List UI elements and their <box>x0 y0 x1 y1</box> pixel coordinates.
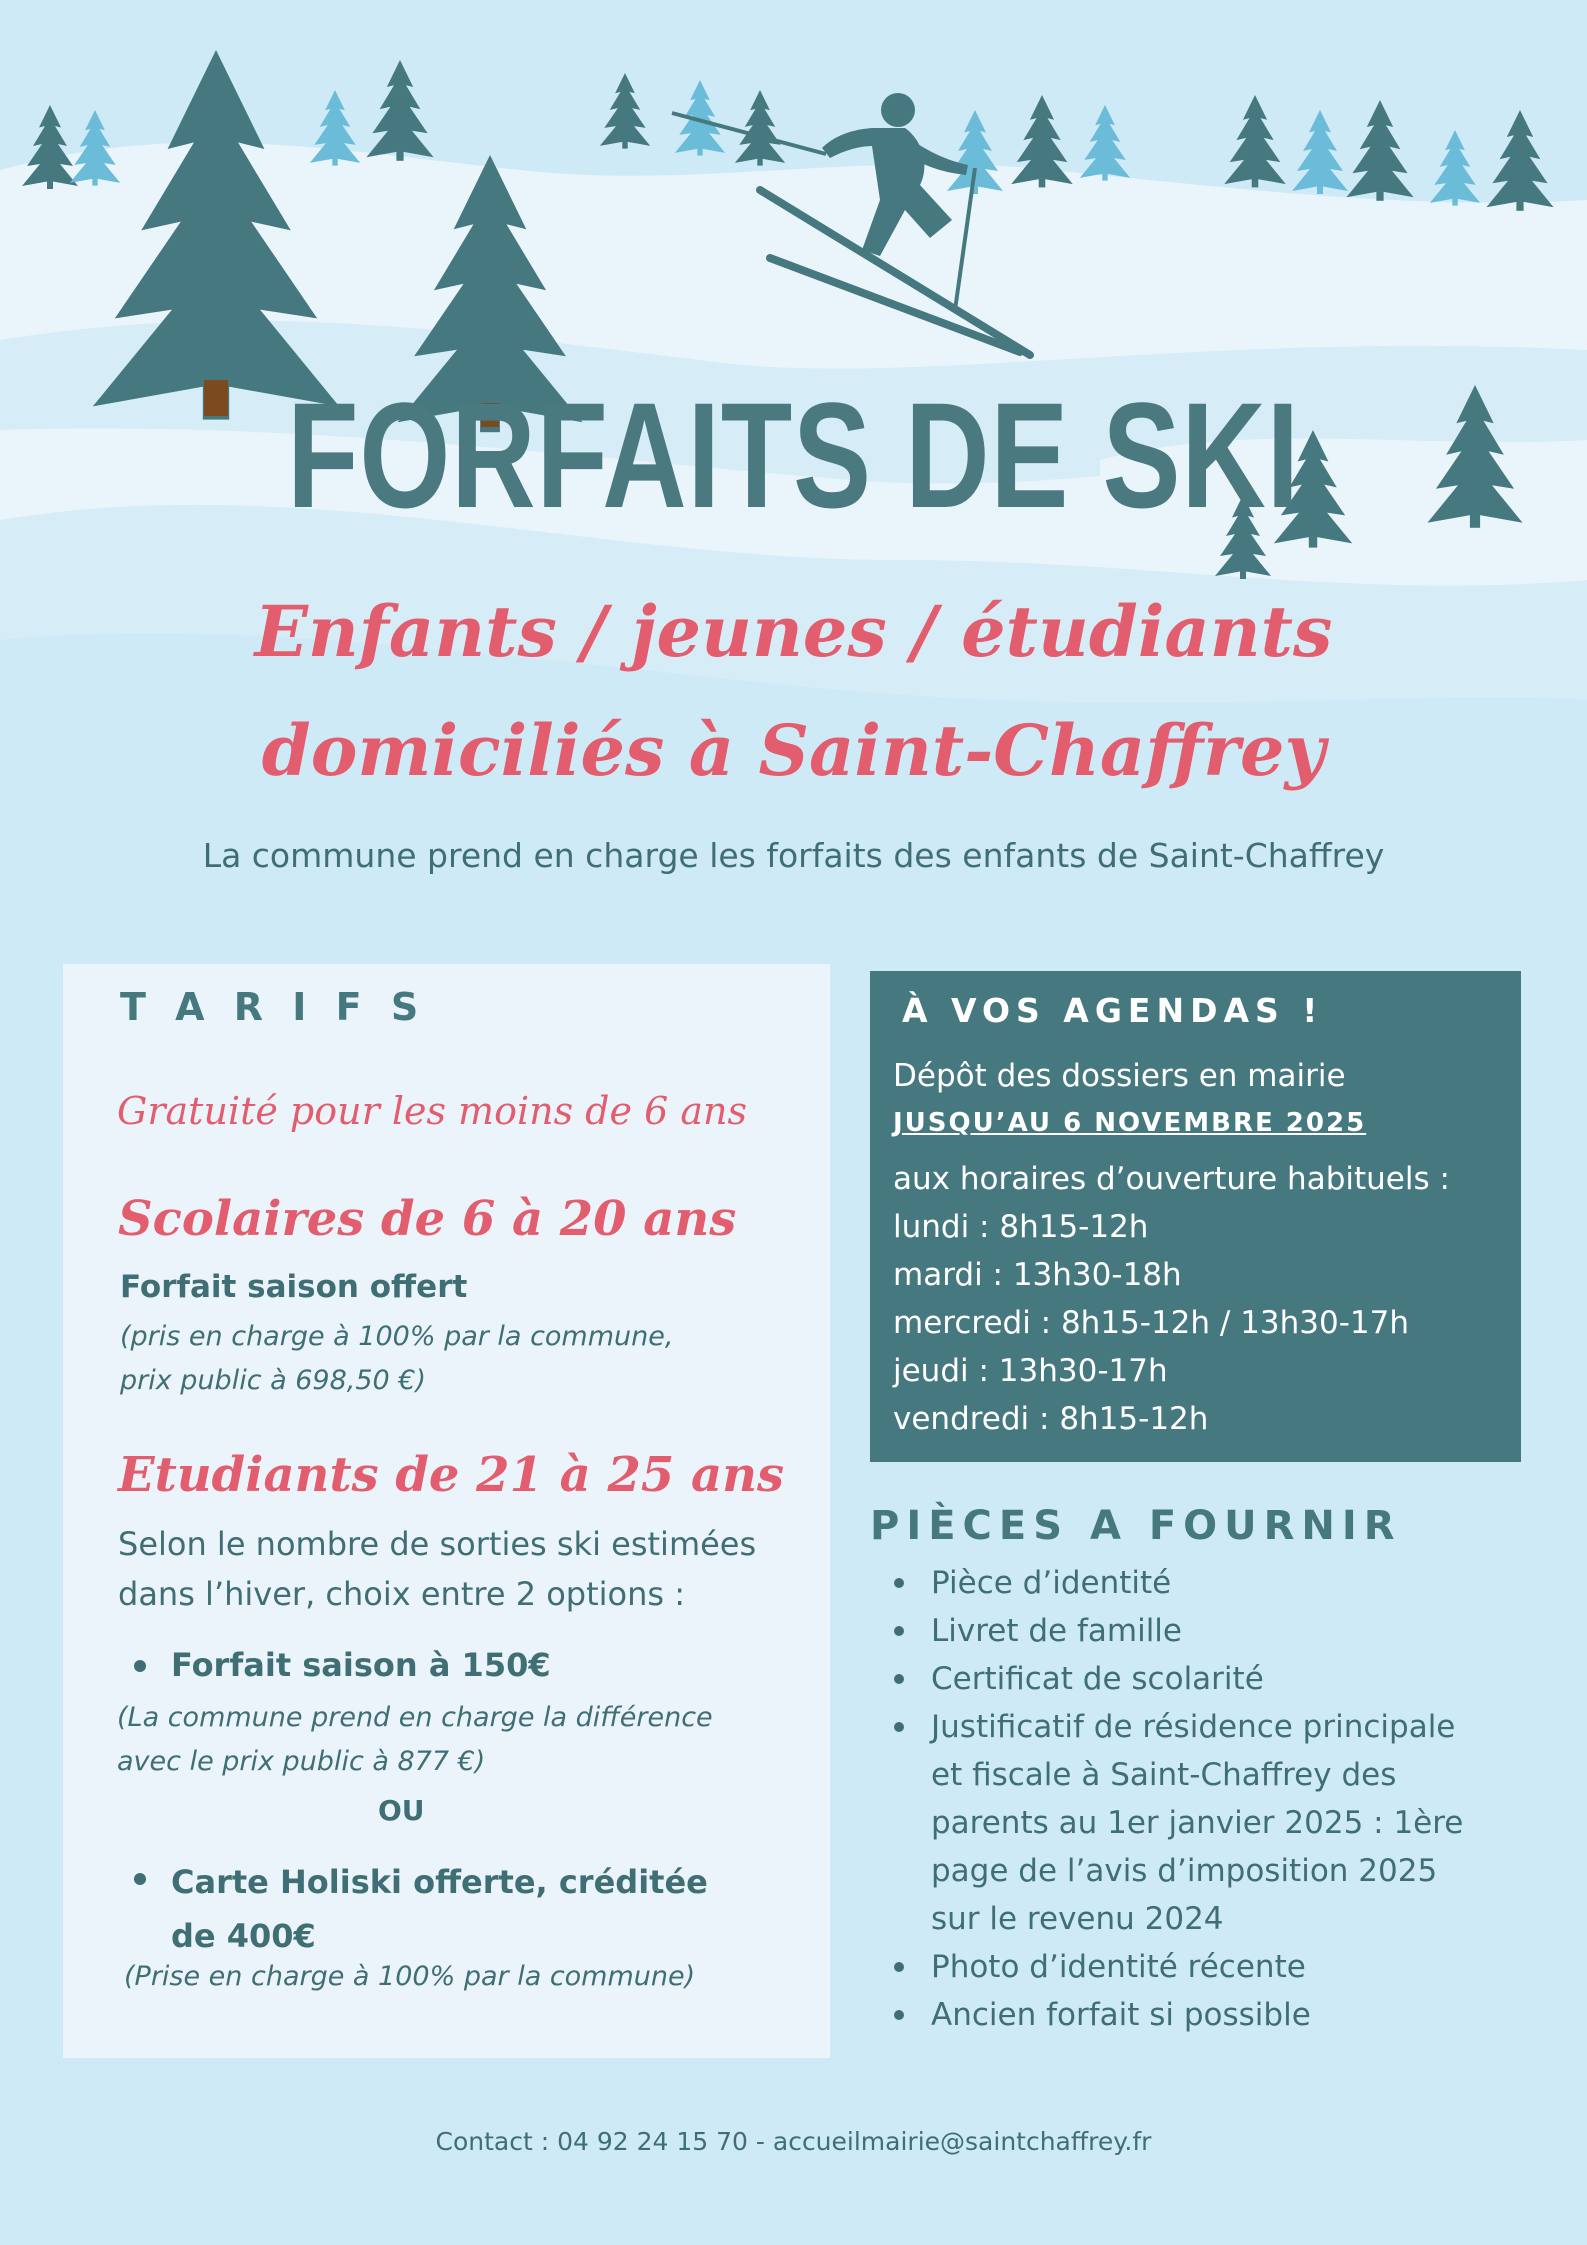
document-item-continued: sur le revenu 2024 <box>931 1901 1224 1937</box>
bullet-icon <box>894 2010 904 2020</box>
document-item: Photo d’identité récente <box>931 1949 1306 1985</box>
bullet-icon <box>894 1722 904 1732</box>
subtitle-line2: domiciliés à Saint-Chaffrey <box>261 709 1326 792</box>
scolaires-heading: Scolaires de 6 à 20 ans <box>118 1191 737 1247</box>
contact-info: Contact : 04 92 24 15 70 - accueilmairie@saintchaffrey.fr <box>435 2127 1152 2156</box>
hours-intro: aux horaires d’ouverture habituels : <box>893 1161 1450 1197</box>
option2-note: (Prise en charge à 100% par la commune) <box>124 1961 696 1992</box>
hours-line: mardi : 13h30-18h <box>893 1257 1182 1293</box>
agenda-heading: À VOS AGENDAS ! <box>902 991 1324 1030</box>
or-text: OU <box>378 1794 425 1827</box>
hours-line: lundi : 8h15-12h <box>893 1209 1149 1245</box>
etudiants-heading: Etudiants de 21 à 25 ans <box>118 1447 785 1503</box>
hours-line: vendredi : 8h15-12h <box>893 1401 1209 1437</box>
etudiants-intro-line2: dans l’hiver, choix entre 2 options : <box>118 1575 686 1613</box>
free-under6-text: Gratuité pour les moins de 6 ans <box>117 1089 747 1133</box>
bullet-icon <box>894 1626 904 1636</box>
document-item: Livret de famille <box>931 1613 1182 1649</box>
document-item-continued: et fiscale à Saint-Chaffrey des <box>931 1757 1397 1793</box>
document-item: Certificat de scolarité <box>931 1661 1264 1697</box>
scolaires-note-line1: (pris en charge à 100% par la commune, <box>120 1321 674 1352</box>
document-item: Justificatif de résidence principale <box>931 1709 1456 1745</box>
tagline: La commune prend en charge les forfaits des enfants de Saint-Chaffrey <box>202 836 1385 875</box>
bullet-icon <box>894 1674 904 1684</box>
page-title: FORFAITS DE SKI <box>287 371 1300 539</box>
option2-line1: Carte Holiski offerte, créditée <box>171 1863 708 1901</box>
scolaires-offer: Forfait saison offert <box>120 1269 468 1305</box>
bullet-icon <box>894 1962 904 1972</box>
document-item: Pièce d’identité <box>931 1565 1172 1601</box>
option1-note-line1: (La commune prend en charge la différence <box>117 1702 713 1733</box>
tarifs-heading: T A R I F S <box>120 985 427 1029</box>
option1-text: Forfait saison à 150€ <box>171 1646 551 1684</box>
hours-line: mercredi : 8h15-12h / 13h30-17h <box>893 1305 1410 1341</box>
option1-note-line2: avec le prix public à 877 €) <box>117 1746 486 1777</box>
document-item-continued: parents au 1er janvier 2025 : 1ère <box>931 1805 1464 1841</box>
scolaires-note-line2: prix public à 698,50 €) <box>120 1365 427 1396</box>
deposit-text: Dépôt des dossiers en mairie <box>893 1058 1346 1094</box>
etudiants-intro-line1: Selon le nombre de sorties ski estimées <box>118 1525 757 1563</box>
documents-heading: PIÈCES A FOURNIR <box>870 1503 1402 1549</box>
option2-line2: de 400€ <box>171 1917 316 1955</box>
bullet-icon <box>134 1873 146 1885</box>
bullet-icon <box>134 1660 146 1672</box>
subtitle-line1: Enfants / jeunes / étudiants <box>254 590 1333 673</box>
bullet-icon <box>894 1578 904 1588</box>
document-item-continued: page de l’avis d’imposition 2025 <box>931 1853 1438 1889</box>
deadline-text: JUSQU’AU 6 NOVEMBRE 2025 <box>893 1108 1367 1138</box>
hours-line: jeudi : 13h30-17h <box>893 1353 1168 1389</box>
document-item: Ancien forfait si possible <box>931 1997 1311 2033</box>
